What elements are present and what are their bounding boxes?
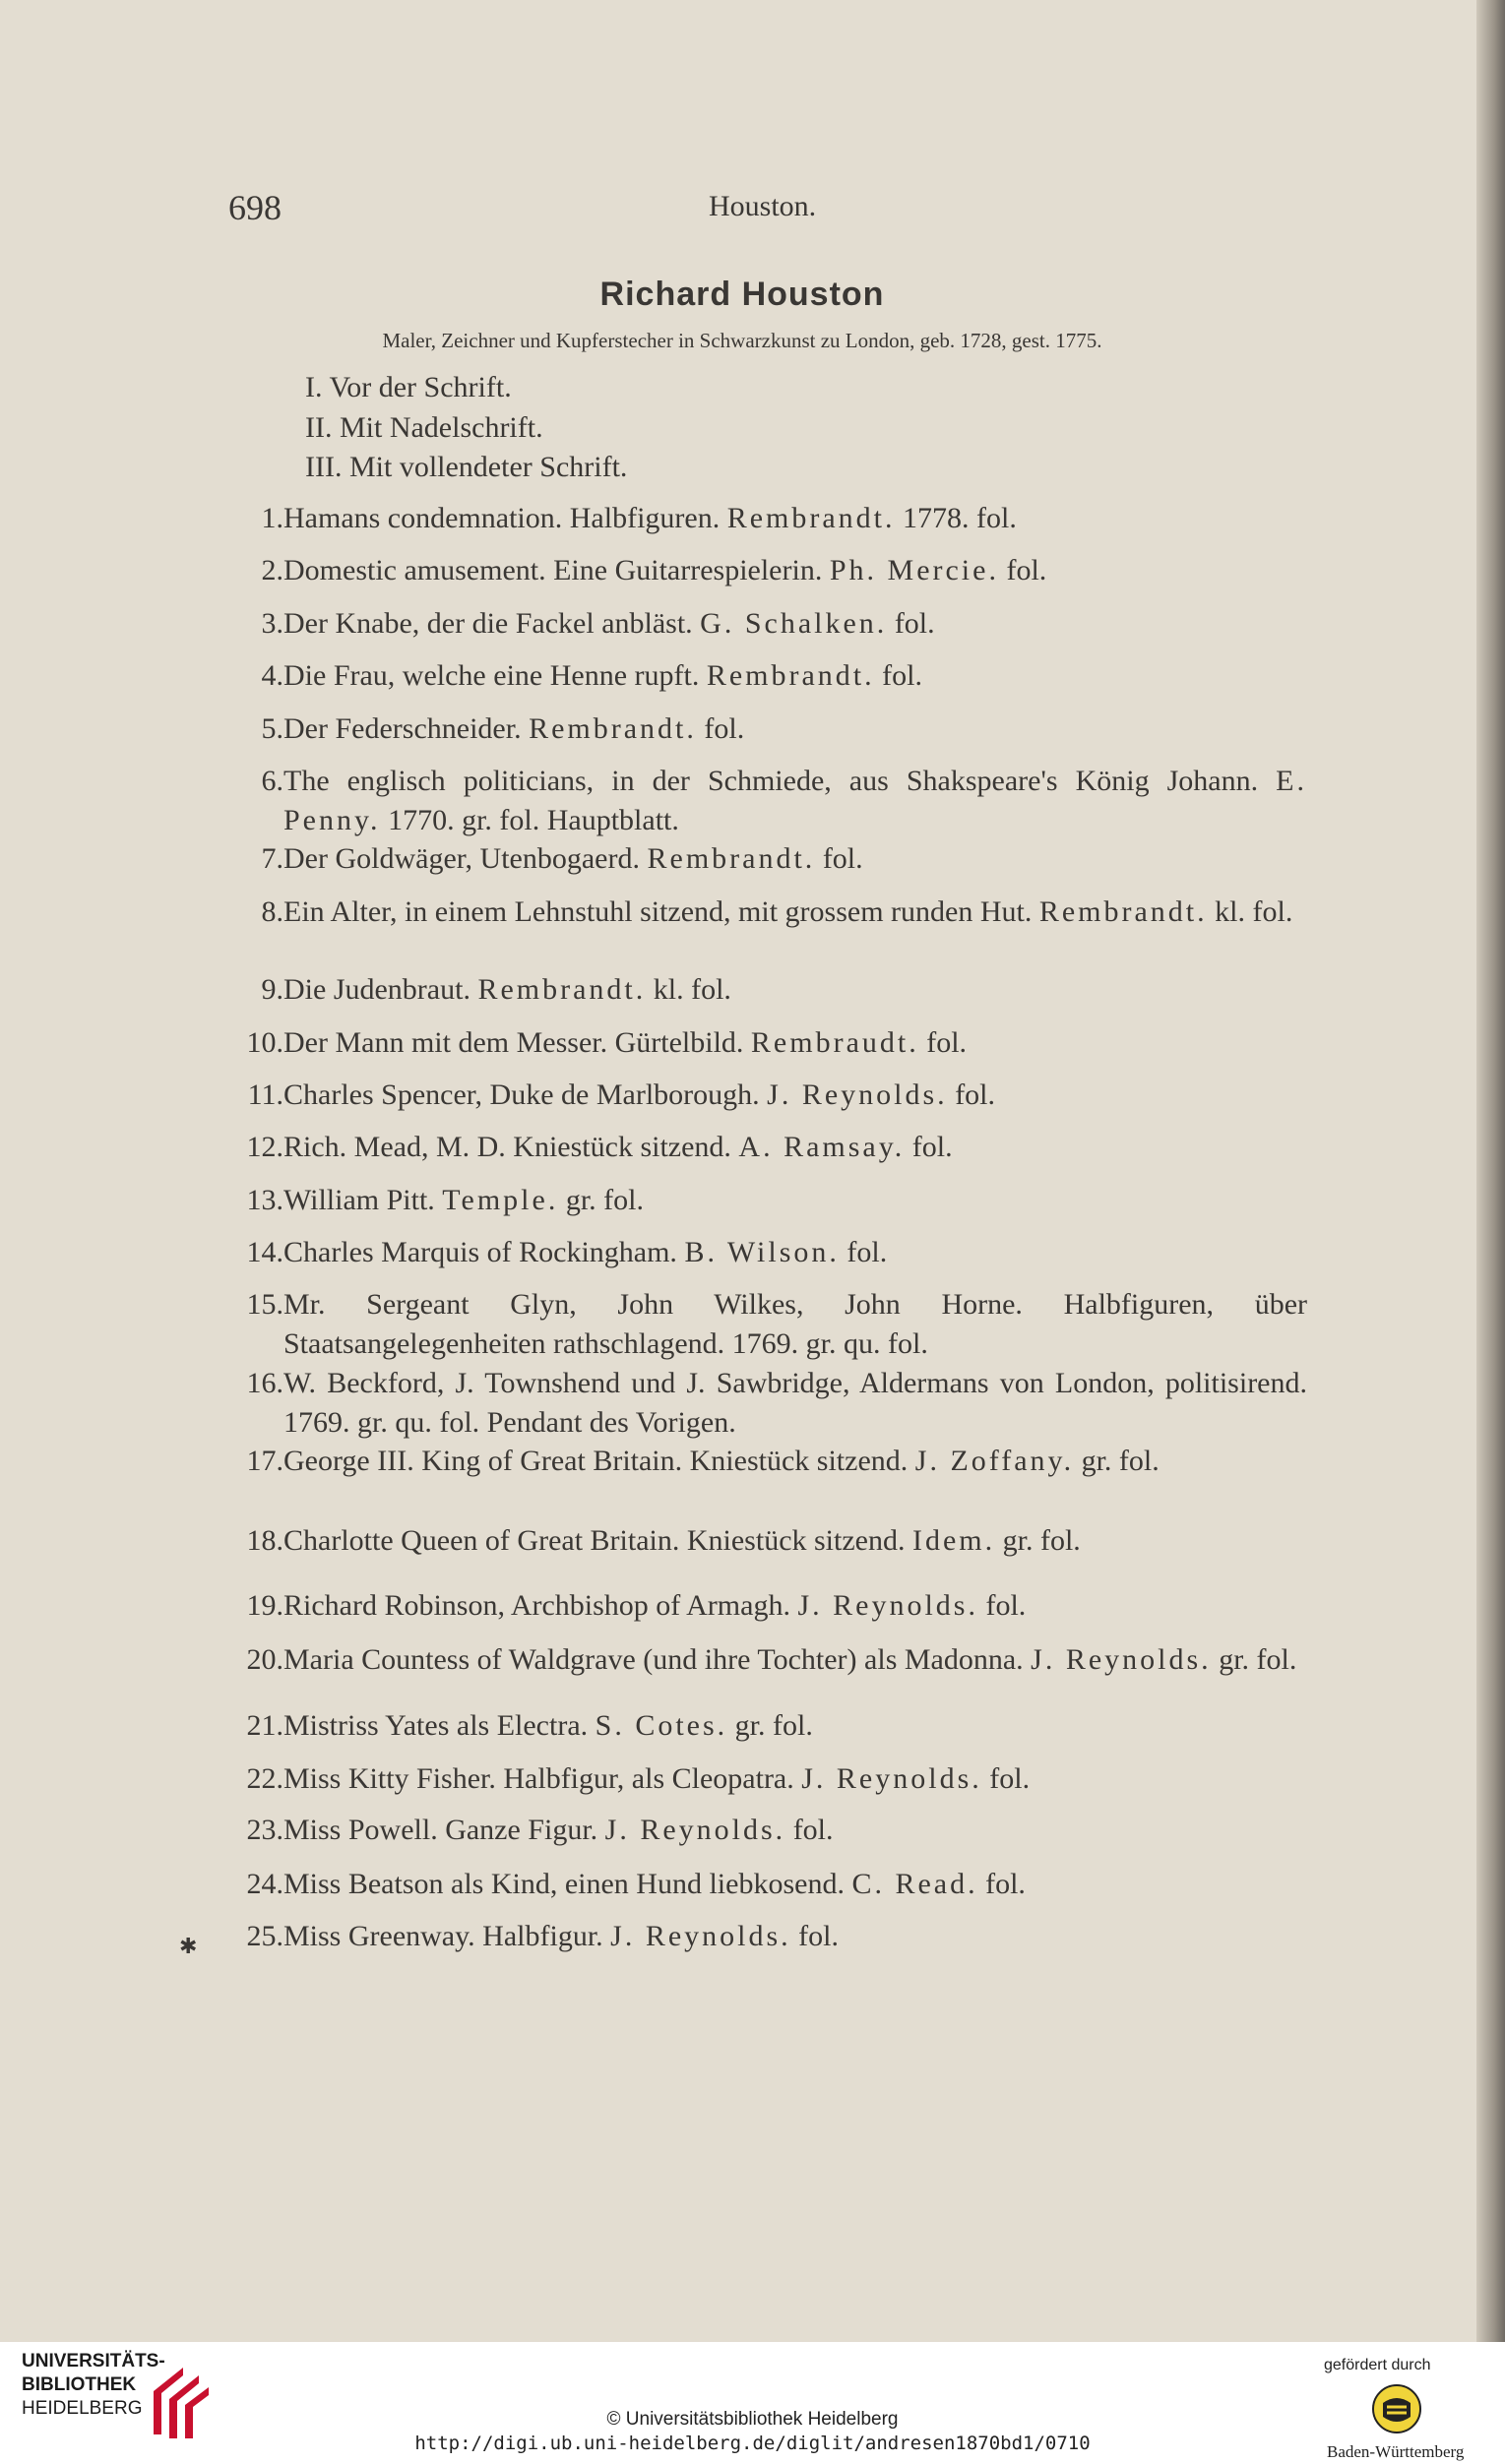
entry-number: 7. <box>261 842 283 875</box>
entry-text <box>283 970 1307 1010</box>
entry-details: fol. <box>998 554 1047 586</box>
state-line: I. Vor der Schrift. <box>305 371 512 403</box>
entry-description: Hamans condemnation. Halbfiguren. <box>283 502 727 534</box>
entry-artist: J. Reynolds. <box>604 1814 786 1846</box>
library-name-line: BIBLIOTHEK <box>22 2374 137 2395</box>
entry-details: fol. <box>785 1814 834 1846</box>
entry-description: Mr. Sergeant Glyn, John Wilkes, John Horne. Halbfiguren, über Staatsangelegenheiten rathschlagend. 1769. gr. qu. fol. <box>283 1288 1307 1360</box>
entry-details: fol. <box>977 1868 1026 1900</box>
entry-artist: J. Reynolds. <box>610 1920 791 1952</box>
entry-text <box>283 604 1307 644</box>
entry-text <box>283 1811 1307 1850</box>
entry-details: 1770. gr. fol. Hauptblatt. <box>380 804 679 836</box>
entry-text <box>283 1759 1307 1799</box>
entry-number: 12. <box>246 1131 283 1163</box>
entry-number: 2. <box>261 554 283 586</box>
entry-description: Mistriss Yates als Electra. <box>283 1709 596 1742</box>
entry-number: 15. <box>246 1288 283 1321</box>
entry-details: fol. <box>887 607 935 640</box>
entry-description: Ein Alter, in einem Lehnstuhl sitzend, mit grossem runden Hut. <box>283 895 1039 928</box>
entry-number: 18. <box>246 1524 283 1557</box>
sponsor-name: Baden-Württemberg <box>1327 2442 1465 2461</box>
entry-description: Charles Spencer, Duke de Marlborough. <box>283 1078 768 1111</box>
entry-description: Der Mann mit dem Messer. Gürtelbild. <box>283 1026 751 1059</box>
entry-text <box>283 1233 1307 1272</box>
entry-number: 17. <box>246 1445 283 1477</box>
entry-number: 8. <box>261 895 283 928</box>
entry-number: 25. <box>246 1920 283 1952</box>
entry-description: Miss Powell. Ganze Figur. <box>283 1814 605 1846</box>
entry-description: Richard Robinson, Archbishop of Armagh. <box>283 1589 798 1622</box>
entry-text <box>283 1706 1307 1746</box>
entry-description: The englisch politicians, in der Schmiede, aus Shakspeare's König Johann. <box>283 765 1277 797</box>
entry-details: fol. <box>947 1078 996 1111</box>
entry-number: 4. <box>261 659 283 692</box>
entry-details: fol. <box>918 1026 968 1059</box>
entry-description: Domestic amusement. Eine Guitarrespielerin. <box>283 554 830 586</box>
entry-artist: Rembrandt. <box>726 502 896 534</box>
entry-artist: B. Wilson. <box>684 1236 840 1268</box>
entry-text <box>283 709 1307 749</box>
entry-artist: J. Reynolds. <box>1031 1643 1212 1676</box>
entry-text <box>283 893 1307 932</box>
entry-details: kl. fol. <box>646 973 731 1006</box>
entry-description: Rich. Mead, M. D. Kniestück sitzend. <box>283 1131 739 1163</box>
entry-artist: Rembrandt. <box>477 973 647 1006</box>
entry-description: Die Frau, welche eine Henne rupft. <box>283 659 707 692</box>
entry-details: fol. <box>839 1236 888 1268</box>
entry-text <box>283 1442 1307 1481</box>
entry-artist: Idem. <box>911 1524 996 1557</box>
entry-description: Charlotte Queen of Great Britain. Kniestück sitzend. <box>283 1524 912 1557</box>
entry-artist: Temple. <box>442 1184 559 1216</box>
entry-number: 11. <box>247 1078 283 1111</box>
entry-text <box>283 1023 1307 1063</box>
entry-text <box>283 1586 1307 1626</box>
entry-description: Miss Beatson als Kind, einen Hund liebkosend. <box>283 1868 852 1900</box>
entry-artist: C. Read. <box>851 1868 978 1900</box>
entry-details: gr. fol. <box>1211 1643 1297 1676</box>
entry-artist: Ph. Mercie. <box>829 554 999 586</box>
entry-description: Miss Kitty Fisher. Halbfigur, als Cleopatra. <box>283 1762 802 1795</box>
entry-details: gr. fol. <box>995 1524 1081 1557</box>
entry-artist: J. Zoffany. <box>914 1445 1075 1477</box>
entry-text <box>283 762 1307 840</box>
entry-artist: S. Cotes. <box>595 1709 728 1742</box>
entry-text <box>283 551 1307 590</box>
entry-description: Maria Countess of Waldgrave (und ihre Tochter) als Madonna. <box>283 1643 1032 1676</box>
entry-text <box>283 1285 1307 1364</box>
sponsor-label: gefördert durch <box>1324 2357 1431 2373</box>
entry-details: gr. fol. <box>558 1184 644 1216</box>
entry-details: fol. <box>696 712 745 745</box>
entry-artist: E. Penny. <box>283 765 1307 836</box>
entry-details: fol. <box>815 842 863 875</box>
entry-description: Die Judenbraut. <box>283 973 478 1006</box>
entry-number: 14. <box>246 1236 283 1268</box>
state-line: III. Mit vollendeter Schrift. <box>305 451 628 483</box>
entry-number: 24. <box>246 1868 283 1900</box>
entry-number: 13. <box>246 1184 283 1216</box>
entry-number: 10. <box>246 1026 283 1059</box>
entry-artist: Rembraudt. <box>750 1026 919 1059</box>
entry-artist: Rembrandt. <box>529 712 697 745</box>
entry-details: fol. <box>981 1762 1031 1795</box>
state-seal-icon <box>1371 2383 1422 2434</box>
entry-description: Der Knabe, der die Fackel anbläst. <box>283 607 701 640</box>
entry-artist: G. Schalken. <box>700 607 888 640</box>
asterisk-mark: ✱ <box>179 1935 198 1959</box>
entry-description: William Pitt. <box>283 1184 443 1216</box>
entry-description: Der Federschneider. <box>283 712 530 745</box>
entry-artist: Rembrandt. <box>706 659 875 692</box>
entry-text <box>283 656 1307 696</box>
entry-details: 1778. fol. <box>895 502 1017 534</box>
entry-text <box>283 1076 1307 1115</box>
entry-details: fol. <box>790 1920 839 1952</box>
entry-artist: A. Ramsay. <box>738 1131 906 1163</box>
page-number: 698 <box>228 188 282 227</box>
entry-text <box>283 1181 1307 1220</box>
entry-number: 16. <box>246 1367 283 1399</box>
entry-number: 20. <box>246 1643 283 1676</box>
entry-number: 23. <box>246 1814 283 1846</box>
page-title: Richard Houston <box>599 276 885 313</box>
entry-description: George III. King of Great Britain. Kniestück sitzend. <box>283 1445 915 1477</box>
entry-number: 21. <box>246 1709 283 1742</box>
entry-text <box>283 1521 1307 1561</box>
entry-description: Miss Greenway. Halbfigur. <box>283 1920 611 1952</box>
library-name-line: UNIVERSITÄTS- <box>22 2351 165 2372</box>
entry-text <box>283 1128 1307 1167</box>
entry-artist: Rembrandt. <box>1038 895 1208 928</box>
entry-artist: J. Reynolds. <box>797 1589 978 1622</box>
entry-description: Der Goldwäger, Utenbogaerd. <box>283 842 648 875</box>
entry-details: kl. fol. <box>1207 895 1293 928</box>
entry-number: 1. <box>261 502 283 534</box>
entry-text <box>283 1364 1307 1443</box>
entry-text <box>283 1865 1307 1904</box>
artist-description: Maler, Zeichner und Kupferstecher in Schwarzkunst zu London, geb. 1728, gest. 1775. <box>382 329 1102 352</box>
entry-description: W. Beckford, J. Townshend und J. Sawbridge, Aldermans von London, politisirend. 1769. gr. qu. fol. Pendant des Vorigen. <box>283 1367 1307 1439</box>
entry-artist: J. Reynolds. <box>767 1078 948 1111</box>
entry-number: 5. <box>261 712 283 745</box>
copyright-notice: © Universitätsbibliothek Heidelberg <box>606 2409 899 2430</box>
entry-text <box>283 1917 1307 1956</box>
entry-details: gr. fol. <box>1074 1445 1160 1477</box>
entry-description: Charles Marquis of Rockingham. <box>283 1236 685 1268</box>
entry-details: gr. fol. <box>727 1709 813 1742</box>
entry-artist: J. Reynolds. <box>801 1762 982 1795</box>
library-name-line: HEIDELBERG <box>22 2398 143 2419</box>
entry-artist: Rembrandt. <box>647 842 816 875</box>
entry-number: 22. <box>246 1762 283 1795</box>
entry-text <box>283 839 1307 879</box>
entry-text <box>283 499 1307 538</box>
entry-number: 3. <box>261 607 283 640</box>
state-line: II. Mit Nadelschrift. <box>305 411 543 444</box>
entry-details: fol. <box>905 1131 953 1163</box>
entry-number: 19. <box>246 1589 283 1622</box>
entry-number: 9. <box>261 973 283 1006</box>
entry-text <box>283 1640 1307 1680</box>
entry-number: 6. <box>261 765 283 797</box>
entry-details: fol. <box>874 659 922 692</box>
running-title: Houston. <box>709 190 817 222</box>
entry-details: fol. <box>977 1589 1027 1622</box>
permalink[interactable]: http://digi.ub.uni-heidelberg.de/diglit/andresen1870bd1/0710 <box>414 2433 1091 2454</box>
